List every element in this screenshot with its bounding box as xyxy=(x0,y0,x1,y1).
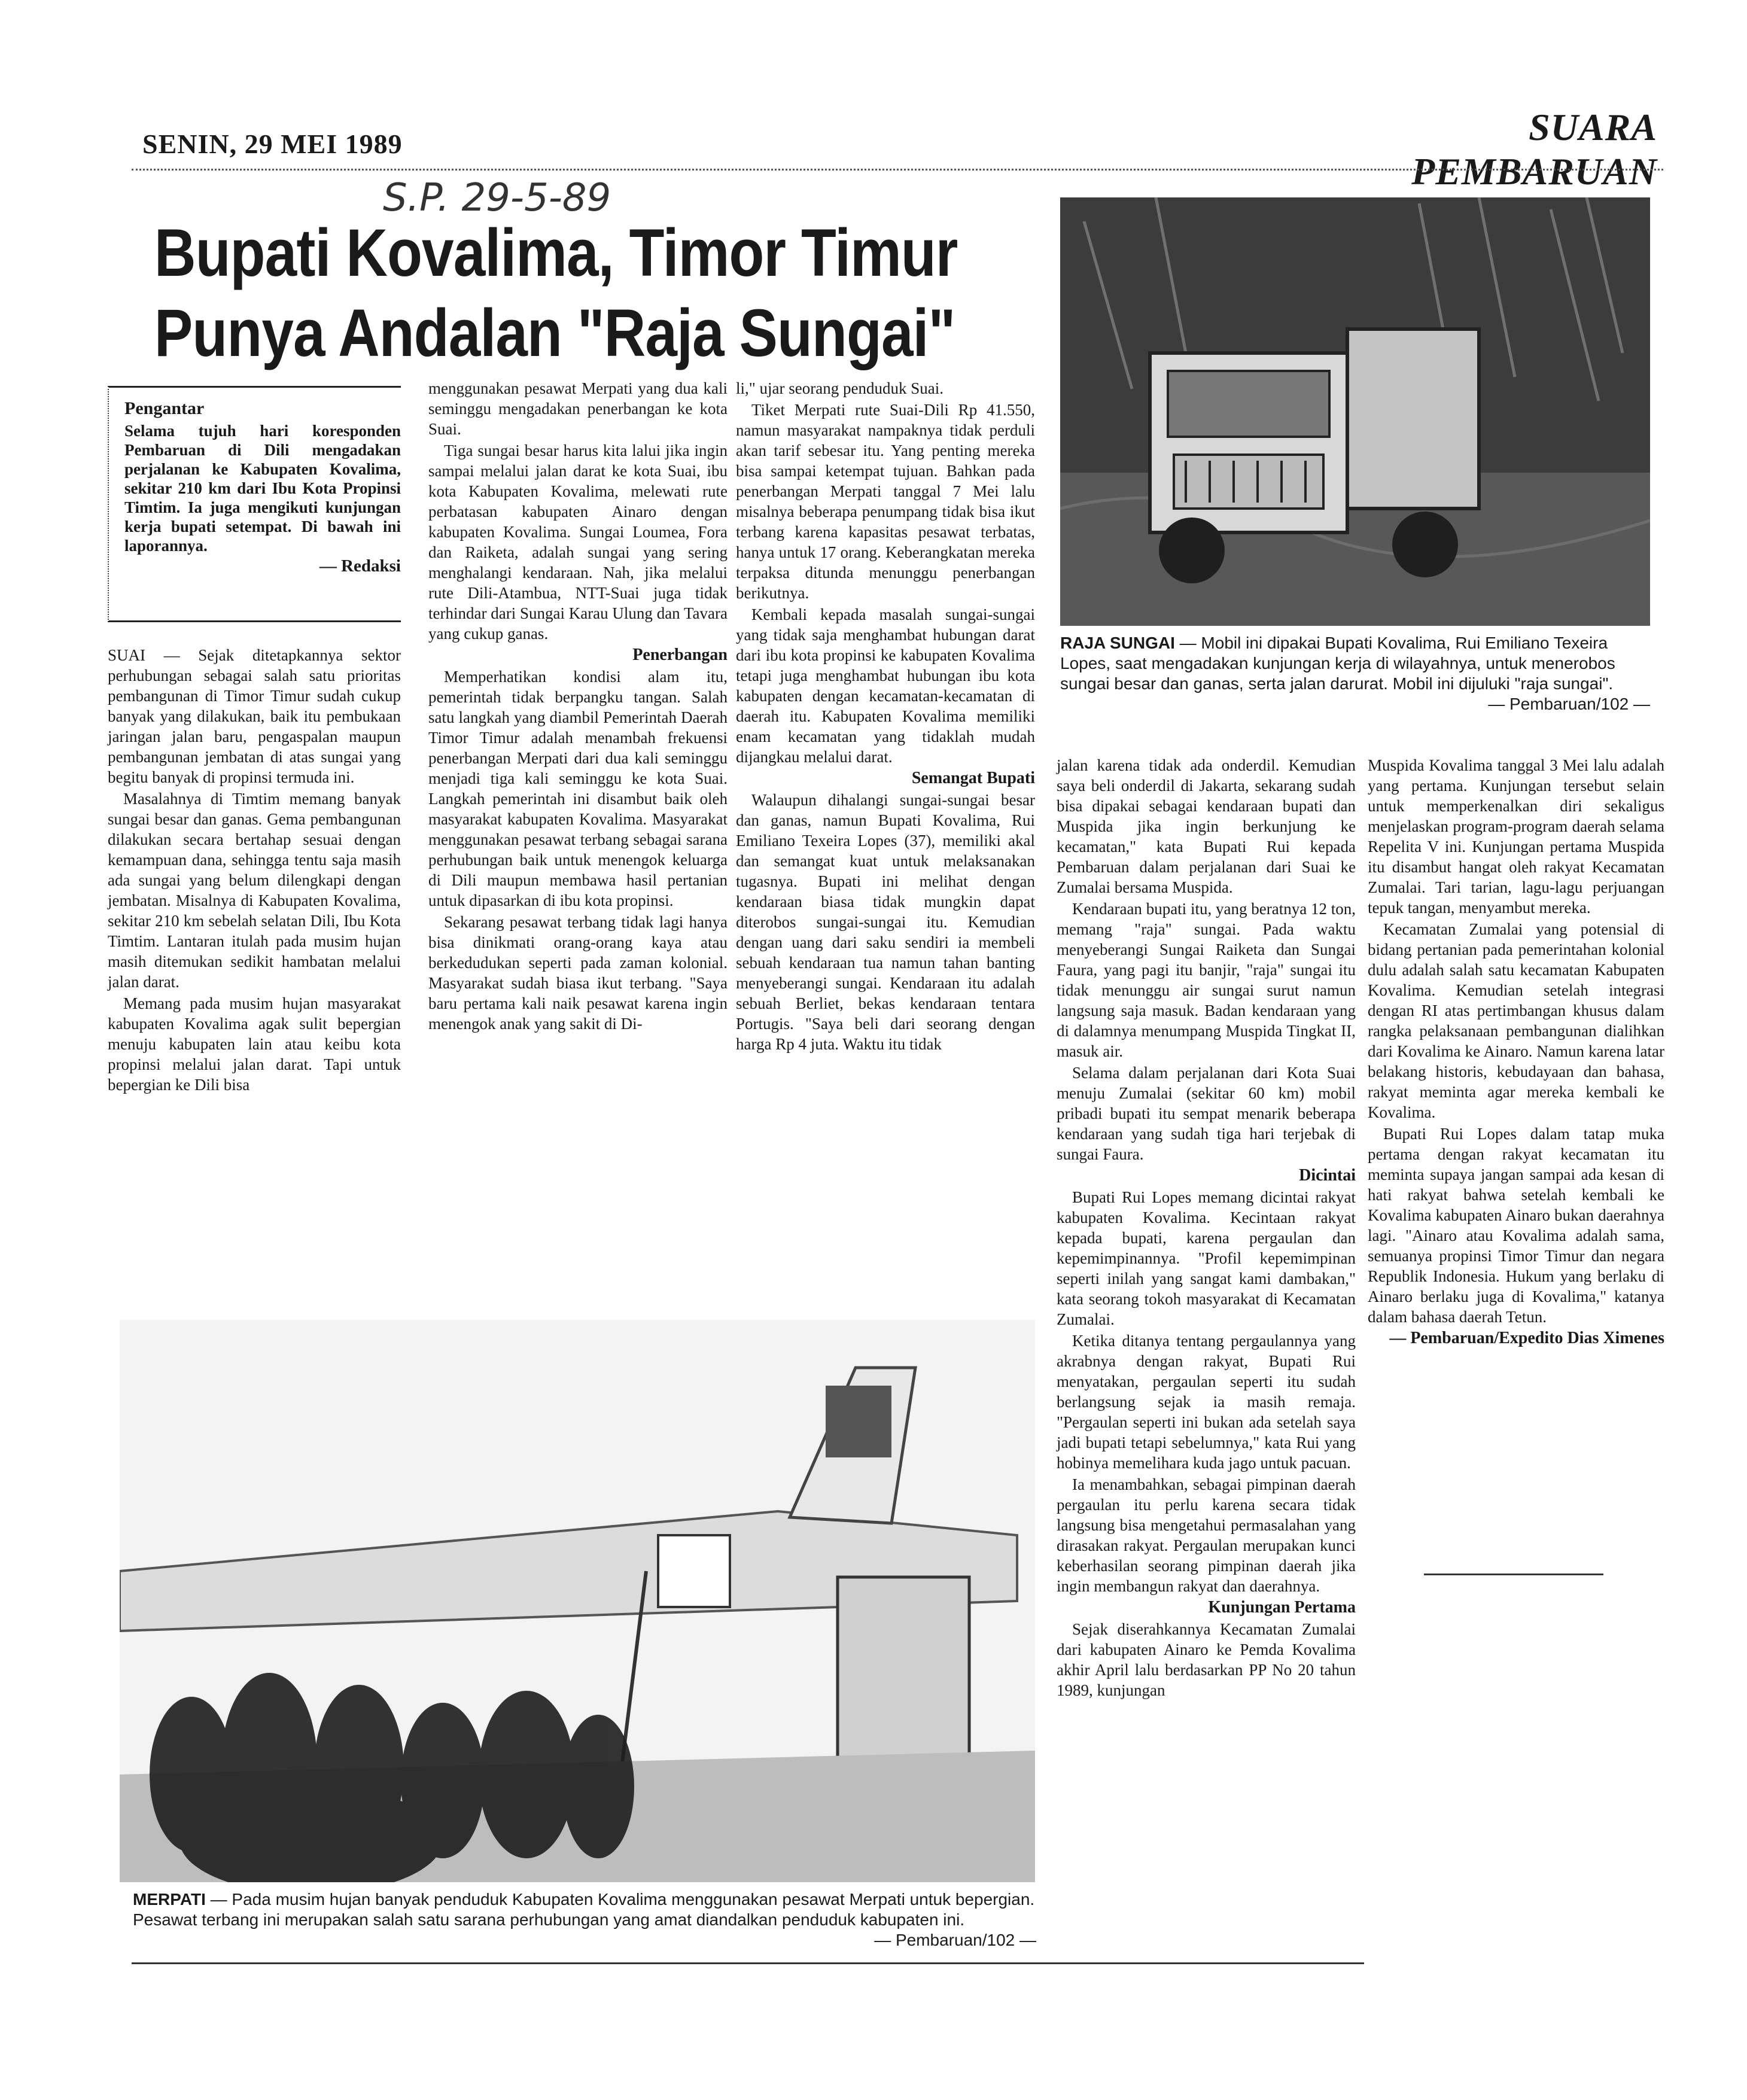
headline-line-1: Bupati Kovalima, Timor Timur xyxy=(154,215,958,290)
paragraph: Tiga sungai besar harus kita lalui jika ingin sampai melalui jalan darat ke kota Suai, ibu kota Kabupaten Kovalima, melewati rute perbatasan kabupaten Ainaro dengan kabupaten Kovalima. Sungai Loumea, Fora dan Raiketa, adalah sungai yang sering menghalangi kendaraan. Nah, jika melalui rute Dili-Atambua, NTT-Suai juga tidak terhindar dari Sungai Karau Ulung dan Tavara yang cukup ganas. xyxy=(428,442,728,643)
article-column-2 xyxy=(428,378,728,1034)
intro-text: Selama tujuh hari koresponden Pembaruan di Dili mengadakan perjalanan ke Kabupaten Kovalima, sekitar 210 km dari Ibu Kota Propinsi Timtim. Ia juga mengikuti kunjungan kerja bupati setempat. Di bawah ini laporannya. xyxy=(124,422,401,555)
paragraph: Kendaraan bupati itu, yang beratnya 12 ton, memang "raja" sungai. Pada waktu menyeberangi Sungai Raiketa dan Sungai Faura, yang pagi itu banjir, "raja" sungai itu tidak menunggu air sungai surut namun langsung saja masuk. Badan kendaraan yang di dalamnya menumpang Muspida Tingkat II, masuk air. xyxy=(1057,900,1356,1060)
paragraph: Ketika ditanya tentang pergaulannya yang akrabnya dengan rakyat, Bupati Rui menyatakan, pergaulan seperti itu sudah berlangsung sejak ia masih remaja. "Pergaulan seperti ini bukan ada setelah saya jadi bupati tetapi sebelumnya," kata Rui yang hobinya memelihara kuda jago untuk pacuan. xyxy=(1057,1332,1356,1472)
paragraph: menggunakan pesawat Merpati yang dua kali seminggu mengadakan penerbangan ke kota Suai. xyxy=(428,379,728,438)
masthead-divider xyxy=(132,169,1663,171)
newspaper-name: SUARA PEMBARUAN xyxy=(1411,106,1657,193)
caption-credit: — Pembaruan/102 — xyxy=(1488,695,1650,713)
paragraph: li," ujar seorang penduduk Suai. xyxy=(736,379,943,397)
truck-photo-caption xyxy=(1060,633,1650,714)
article-column-5 xyxy=(1368,755,1664,1349)
caption-text: — Pada musim hujan banyak penduduk Kabupaten Kovalima menggunakan pesawat Merpati untuk bepergian. Pesawat terbang ini merupakan salah satu sarana perhubungan yang amat diandalkan penduduk kabupaten ini. xyxy=(133,1890,1035,1929)
headline-line-2: Punya Andalan "Raja Sungai" xyxy=(154,296,955,370)
subheading-semangat-bupati: Semangat Bupati xyxy=(911,769,1035,787)
article-column-1 xyxy=(108,645,401,1095)
paragraph: Bupati Rui Lopes memang dicintai rakyat kabupaten Kovalima. Kecintaan rakyat kepada bupati, karena pergaulan dan kepemimpinannya. "Profil kepemimpinan seperti inilah yang sangat kami dambakan," kata seorang tokoh masyarakat di Kecamatan Zumalai. xyxy=(1057,1188,1356,1328)
paragraph: Walaupun dihalangi sungai-sungai besar dan ganas, namun Bupati Kovalima, Rui Emiliano Texeira Lopes (37), memiliki akal dan semangat kuat untuk melaksanakan tugasnya. Bupati ini melihat dengan kendaraan biasa tidak mungkin dapat diterobos sungai-sungai itu. Kemudian dengan uang dari saku sendiri ia membeli sebuah kendaraan tua namun tahan banting menyeberangi sungai. Kendaraan itu adalah sebuah Berliet, bekas kendaraan tentara Portugis. "Saya beli dari seorang dengan harga Rp 4 juta. Waktu itu tidak xyxy=(736,791,1035,1053)
caption-lead: MERPATI xyxy=(133,1890,206,1909)
raja-sungai-truck-photo xyxy=(1060,197,1650,626)
publication-date: SENIN, 29 MEI 1989 xyxy=(142,129,403,159)
paragraph: Sejak diserahkannya Kecamatan Zumalai dari kabupaten Ainaro ke Pemda Kovalima akhir April lalu berdasarkan PP No 20 tahun 1989, kunjungan xyxy=(1057,1620,1356,1699)
paragraph: Sekarang pesawat terbang tidak lagi hanya bisa dinikmati orang-orang kaya atau berkedudukan seperti pada zaman kolonial. Masyarakat sudah biasa ikut terbang. "Saya baru pertama kali naik pesawat karena ingin menengok anak yang sakit di Di- xyxy=(428,913,728,1033)
article-end-divider xyxy=(1424,1574,1603,1575)
paragraph: Memang pada musim hujan masyarakat kabupaten Kovalima agak sulit bepergian menuju kabupaten lain atau keibu kota propinsi melalui jalan darat. Tapi untuk bepergian ke Dili bisa xyxy=(108,994,401,1094)
intro-credit: — Redaksi xyxy=(319,556,401,576)
page-bottom-divider xyxy=(132,1962,1364,1964)
paragraph: Tiket Merpati rute Suai-Dili Rp 41.550, namun masyarakat nampaknya tidak perduli akan tarif sebesar itu. Yang penting mereka bisa sampai ketempat tujuan. Bahkan pada penerbangan Merpati tanggal 7 Mei lalu misalnya beberapa penumpang tidak bisa ikut terbang karena kapasitas pesawat terbatas, hanya untuk 17 orang. Keberangkatan mereka terpaksa ditunda menunggu penerbangan berikutnya. xyxy=(736,401,1035,602)
caption-credit: — Pembaruan/102 — xyxy=(874,1931,1036,1949)
paragraph: Kecamatan Zumalai yang potensial di bidang pertanian pada pemerintahan kolonial dulu adalah salah satu kecamatan Kabupaten Kovalima. Kemudian setelah integrasi dengan RI atas pertimbangan khusus dalam rangka pelaksanaan pembangunan dialihkan dari Kovalima ke Ainaro. Namun karena latar belakang historis, kebudayaan dan bahasa, rakyat meminta agar mereka kembali ke Kovalima. xyxy=(1368,920,1664,1121)
intro-box xyxy=(108,386,401,622)
merpati-plane-photo xyxy=(120,1320,1035,1882)
paragraph: Muspida Kovalima tanggal 3 Mei lalu adalah yang pertama. Kunjungan tersebut selain untuk memperkenalkan diri sekaligus menjelaskan program-program daerah selama Repelita V ini. Kunjungan pertama Muspida itu disambut hangat oleh rakyat Kecamatan Zumalai. Tari tarian, lagu-lagu perjuangan tepuk tangan, menyambut mereka. xyxy=(1368,756,1664,917)
article-column-3 xyxy=(736,378,1035,1054)
paragraph: Ia menambahkan, sebagai pimpinan daerah pergaulan itu perlu karena secara tidak langsung bisa mengetahui permasalahan yang dirasakan rakyat. Pergaulan merupakan kunci keberhasilan seorang pimpinan daerah jika ingin membangun rakyat dan daerahnya. xyxy=(1057,1475,1356,1595)
paragraph: Kembali kepada masalah sungai-sungai yang tidak saja menghambat hubungan darat dari ibu kota propinsi ke kabupaten Kovalima tetapi juga menghambat hubungan ibu kota kabupaten dengan kecamatan-kecamatan di daerah itu. Kabupaten Kovalima memiliki enam kecamatan yang tidaklah mudah dijangkau melalui darat. xyxy=(736,605,1035,766)
paragraph: jalan karena tidak ada onderdil. Kemudian saya beli onderdil di Jakarta, sekarang sudah bisa dipakai sebagai kendaraan bupati dan Muspida jika ingin berkunjung ke kecamatan," kata Bupati Rui kepada Pembaruan dalam perjalanan dari Suai ke Zumalai bersama Muspida. xyxy=(1057,756,1356,896)
article-column-4 xyxy=(1057,755,1356,1700)
paragraph: Bupati Rui Lopes dalam tatap muka pertama dengan rakyat kecamatan itu meminta supaya jangan sampai ada kesan di hati rakyat bahwa setelah kembali ke Kovalima kabupaten Ainaro bukan daerahnya lagi. "Ainaro atau Kovalima adalah sama, semuanya propinsi Timor Timur dan negara Republik Indonesia. Hukum yang berlaku di Ainaro berlaku juga di Kovalima," katanya dalam bahasa daerah Tetun. xyxy=(1368,1125,1664,1326)
plane-photo-caption xyxy=(133,1889,1036,1950)
truck-photo-illustration xyxy=(1060,197,1650,626)
paragraph: Selama dalam perjalanan dari Kota Suai menuju Zumalai (sekitar 60 km) mobil pribadi bupati itu sempat menarik beberapa kendaraan yang sudah tiga hari terjebak di sungai Faura. xyxy=(1057,1064,1356,1163)
subheading-kunjungan-pertama: Kunjungan Pertama xyxy=(1208,1598,1356,1617)
article-headline xyxy=(154,213,958,373)
article-byline: — Pembaruan/Expedito Dias Ximenes xyxy=(1389,1329,1664,1347)
subheading-dicintai: Dicintai xyxy=(1299,1166,1356,1185)
caption-lead: RAJA SUNGAI xyxy=(1060,634,1175,652)
subheading-penerbangan: Penerbangan xyxy=(632,646,728,664)
paragraph: Masalahnya di Timtim memang banyak sungai besar dan ganas. Gema pembangunan dilakukan secara bertahap sesuai dengan kemampuan dana, sehingga tentu saja masih ada sungai yang belum dilengkapi dengan jembatan. Misalnya di Kabupaten Kovalima, sekitar 210 km sebelah selatan Dili, Ibu Kota Timtim. Lantaran itulah pada musim hujan masih ditemukan sedikit hambatan melalui jalan darat. xyxy=(108,790,401,991)
handwritten-date-note: S.P. 29-5-89 xyxy=(383,176,611,220)
plane-photo-illustration xyxy=(120,1320,1035,1882)
paragraph: Memperhatikan kondisi alam itu, pemerintah tidak berpangku tangan. Salah satu langkah yang diambil Pemerintah Daerah Timor Timur adalah menambah frekuensi penerbangan Merpati dari dua kali seminggu menjadi tiga kali seminggu ke kota Suai. Langkah pemerintah ini disambut baik oleh masyarakat kabupaten Kovalima. Masyarakat menggunakan pesawat terbang sebagai sarana perhubungan baik untuk menengok keluarga di Dili maupun membawa hasil pertanian untuk dipasarkan di ibu kota propinsi. xyxy=(428,668,728,909)
paragraph: SUAI — Sejak ditetapkannya sektor perhubungan sebagai salah satu prioritas pembangunan di Timor Timur sudah cukup banyak yang dilakukan, baik itu pembukaan jaringan jalan baru, pengaspalan maupun pembangunan jembatan di atas sungai yang begitu banyak di propinsi termuda ini. xyxy=(108,646,401,786)
caption-text: — Mobil ini dipakai Bupati Kovalima, Rui Emiliano Texeira Lopes, saat mengadakan kunjungan kerja di wilayahnya, untuk menerobos sungai besar dan ganas, serta jalan darurat. Mobil ini dijuluki "raja sungai". xyxy=(1060,634,1615,693)
intro-label: Pengantar xyxy=(124,398,205,418)
